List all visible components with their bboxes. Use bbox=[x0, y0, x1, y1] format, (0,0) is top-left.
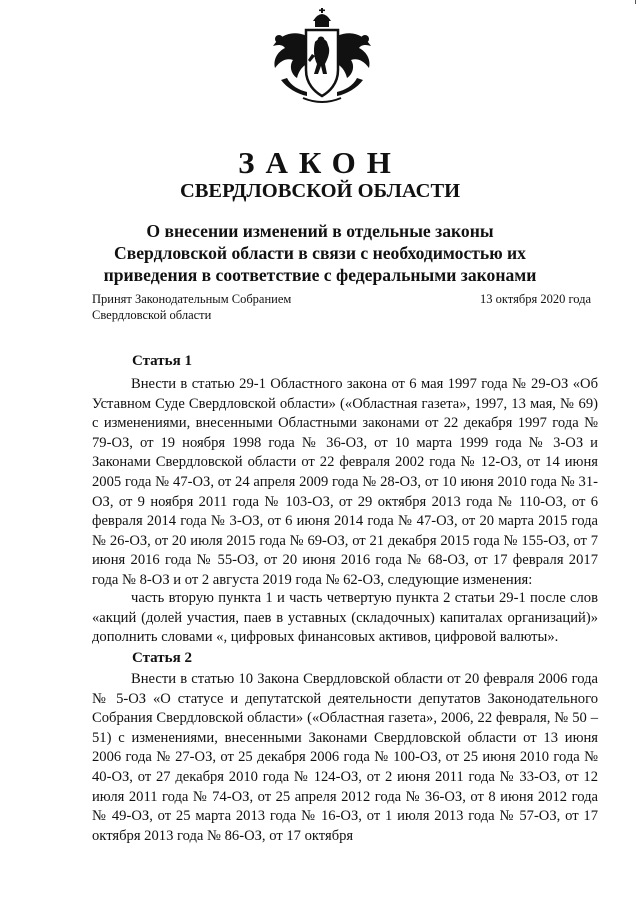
article-1-paragraph-2: часть вторую пункта 1 и часть четвертую пункта 2 статьи 29-1 после слов «акций (долей участия, паев в уставных (складочных) капиталах организаций)» дополнить словами «, цифровых финансовых активов, цифровой валюты». bbox=[92, 590, 598, 646]
article-1-paragraph-1: Внести в статью 29-1 Областного закона от 6 мая 1997 года № 29-ОЗ «Об Уставном Суде Свердловской области» («Областная газета», 1997, 13 мая, № 69) с изменениями, внесенными Областными законами от 22 декабря 1997 года № 79-ОЗ, от 19 ноября 1998 года № 36-ОЗ, от 10 марта 1999 года № 3-ОЗ и Законами Свердловской области от 22 февраля 2002 года № 12-ОЗ, от 14 июня 2005 года № 47-ОЗ, от 24 апреля 2009 года № 28-ОЗ, от 10 июня 2010 года № 31-ОЗ, от 9 ноября 2011 года № 103-ОЗ, от 29 октября 2013 года № 110-ОЗ, от 6 февраля 2014 года № 3-ОЗ, от 6 июня 2014 года № 47-ОЗ, от 20 марта 2015 года № 26-ОЗ, от 20 июля 2015 года № 69-ОЗ, от 21 декабря 2015 года № 155-ОЗ, от 7 июня 2016 года № 55-ОЗ, от 20 июня 2016 года № 68-ОЗ, от 17 февраля 2017 года № 8-ОЗ и от 2 августа 2019 года № 62-ОЗ, следующие изменения: bbox=[92, 376, 598, 588]
subject-line: О внесении изменений в отдельные законы bbox=[146, 221, 494, 241]
document-title: ЗАКОН bbox=[238, 145, 402, 180]
subject-line: приведения в соответствие с федеральными законами bbox=[103, 265, 537, 285]
scan-mark bbox=[635, 0, 636, 4]
adoption-line: Свердловской области bbox=[92, 307, 212, 322]
coat-of-arms-emblem bbox=[263, 8, 381, 108]
document-region: СВЕРДЛОВСКОЙ ОБЛАСТИ bbox=[179, 180, 461, 202]
adoption-info bbox=[92, 292, 291, 323]
subject-line: Свердловской области в связи с необходимостью их bbox=[114, 243, 526, 263]
article-2-heading: Статья 2 bbox=[132, 650, 192, 666]
adoption-date: 13 октября 2020 года bbox=[480, 292, 592, 306]
adoption-line: Принят Законодательным Собранием bbox=[92, 292, 292, 306]
article-1-heading: Статья 1 bbox=[132, 353, 192, 369]
law-subject bbox=[60, 220, 580, 286]
article-2-paragraph-1: Внести в статью 10 Закона Свердловской области от 20 февраля 2006 года № 5-ОЗ «О статусе и депутатской деятельности депутатов Законодательного Собрания Свердловской области» («Областная газета», 2006, 22 февраля, № 50 – 51) с изменениями, внесенными Законами Свердловской области от 13 июня 2006 года № 27-ОЗ, от 25 декабря 2006 года № 100-ОЗ, от 25 июня 2010 года № 40-ОЗ, от 27 декабря 2010 года № 124-ОЗ, от 2 июня 2011 года № 33-ОЗ, от 12 июля 2011 года № 74-ОЗ, от 25 апреля 2012 года № 36-ОЗ, от 8 июня 2012 года № 49-ОЗ, от 25 марта 2013 года № 16-ОЗ, от 1 июля 2013 года № 57-ОЗ, от 17 октября 2013 года № 86-ОЗ, от 17 октября bbox=[92, 671, 598, 844]
